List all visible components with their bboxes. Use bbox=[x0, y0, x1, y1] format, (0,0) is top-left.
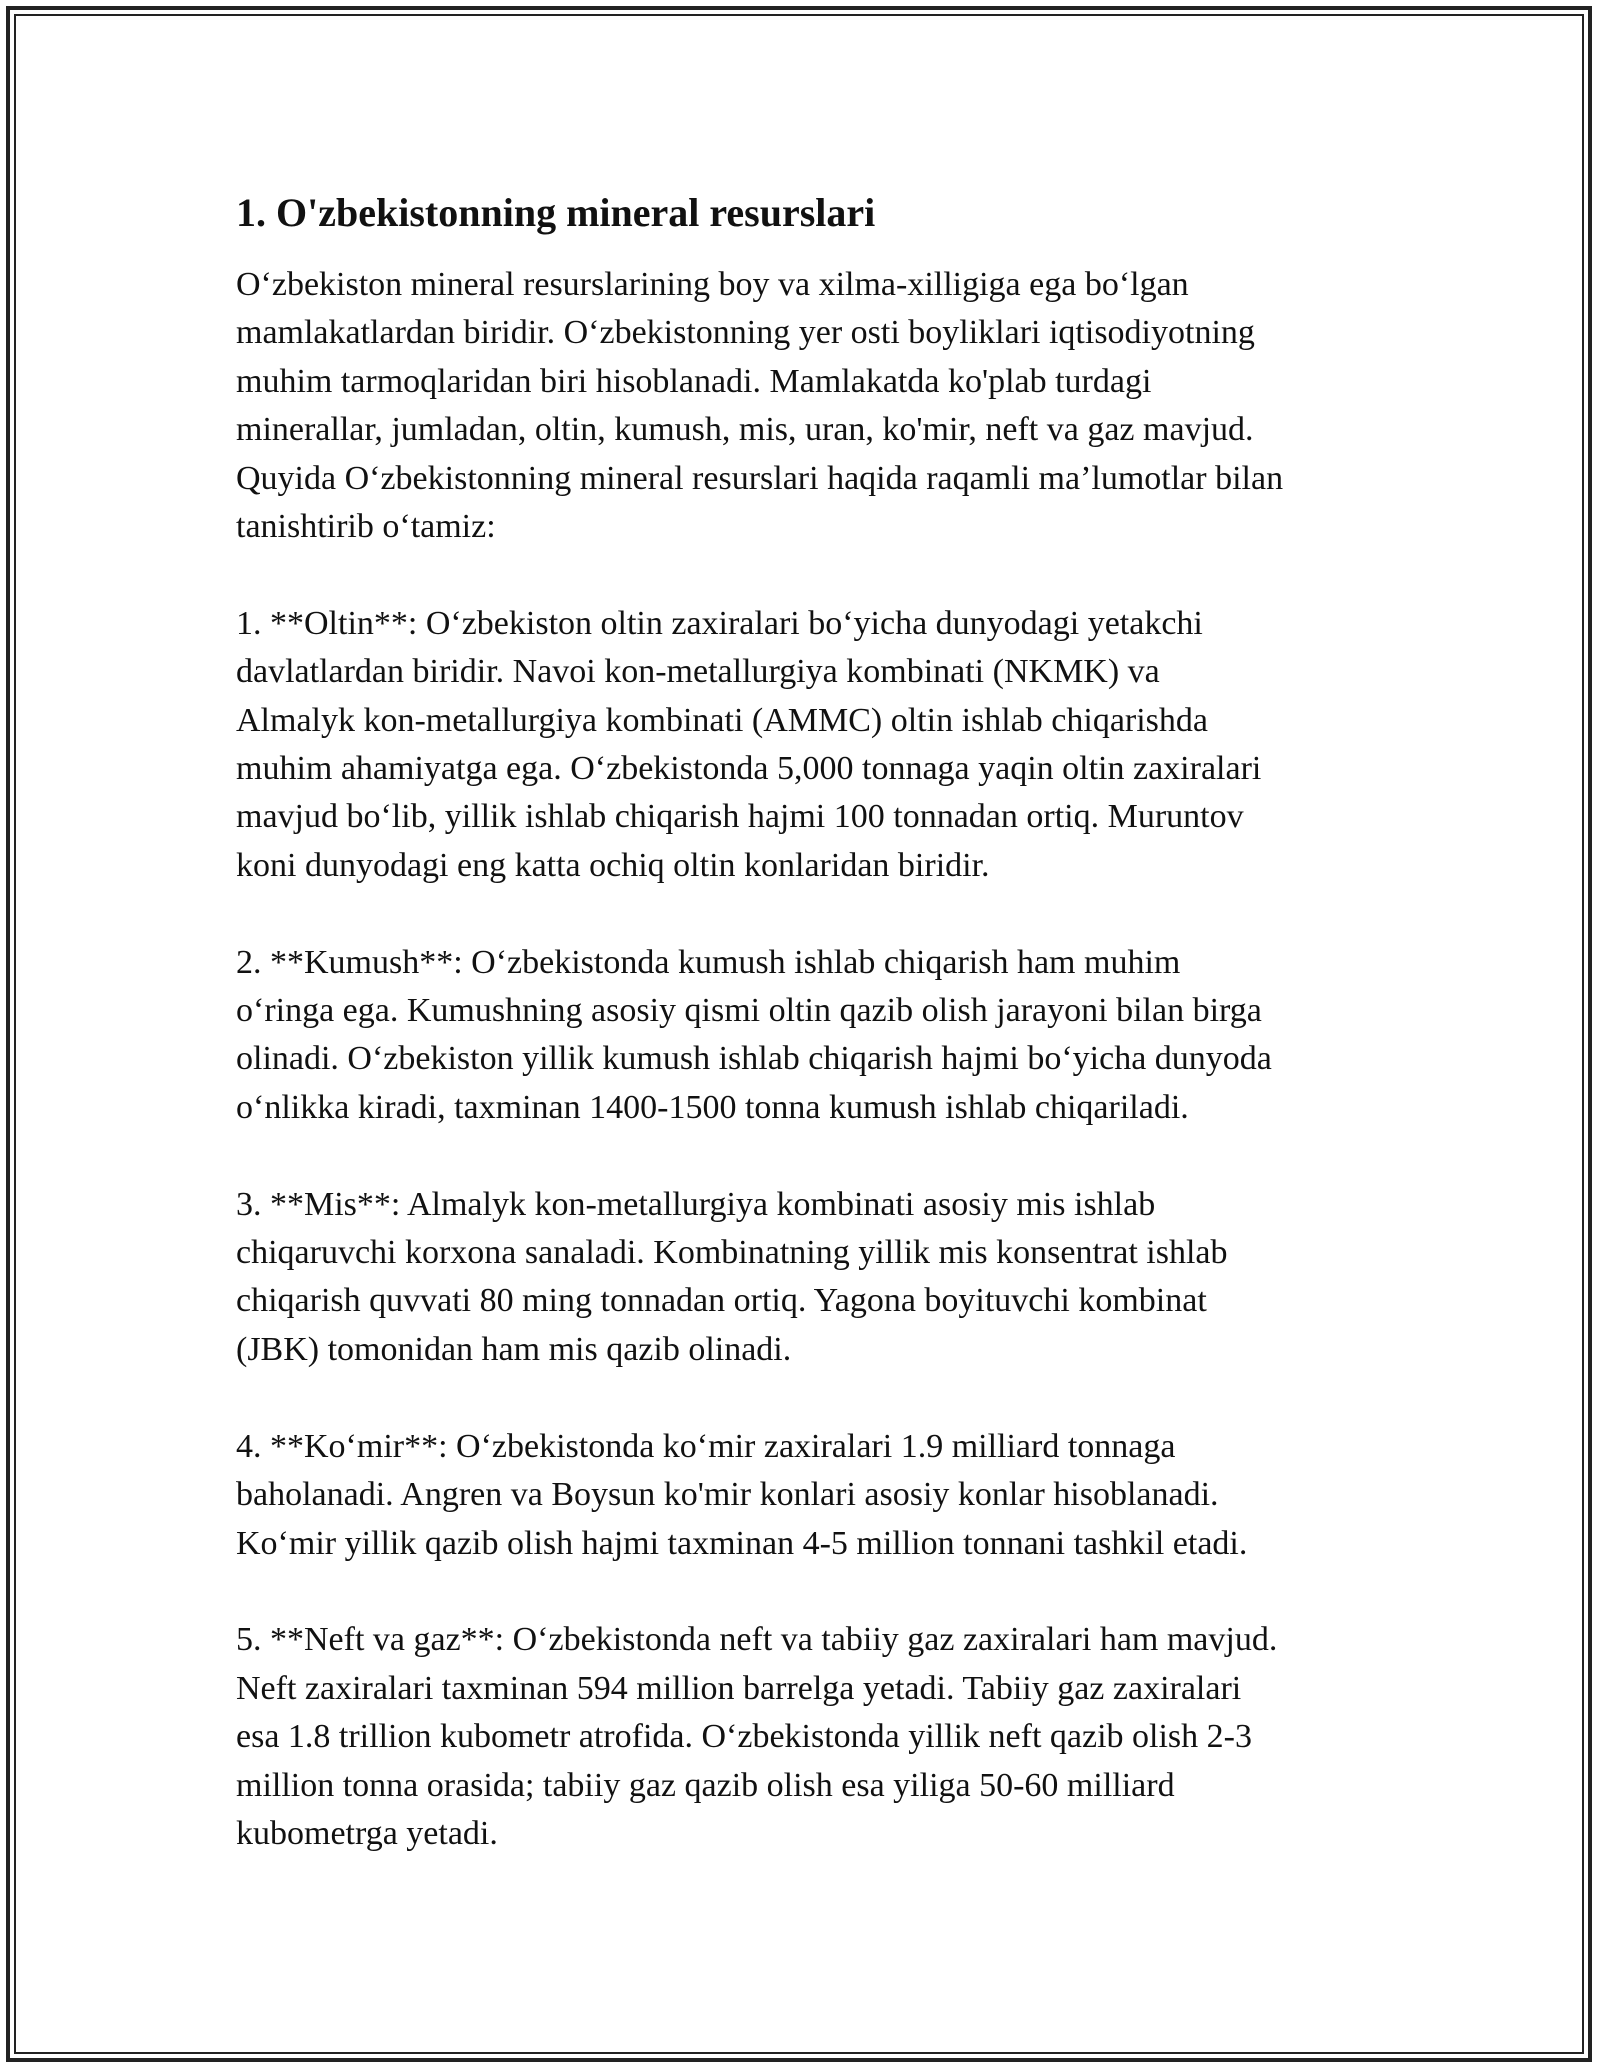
paragraph-line: chiqarish quvvati 80 ming tonnadan ortiq. Yagona boyituvchi kombinat bbox=[236, 1282, 1207, 1320]
paragraph-line: o‘ringa ega. Kumushning asosiy qismi oltin qazib olish jarayoni bilan birga bbox=[236, 992, 1262, 1030]
paragraph-line: mavjud bo‘lib, yillik ishlab chiqarish hajmi 100 tonnadan ortiq. Muruntov bbox=[236, 798, 1244, 836]
paragraph-line: Quyida O‘zbekistonning mineral resurslari haqida raqamli ma’lumotlar bilan bbox=[236, 459, 1284, 497]
paragraph-line: esa 1.8 trillion kubometr atrofida. O‘zbekistonda yillik neft qazib olish 2-3 bbox=[236, 1718, 1252, 1756]
paragraph-line: koni dunyodagi eng katta ochiq oltin konlaridan biridir. bbox=[236, 846, 990, 884]
silver-paragraph bbox=[236, 939, 1376, 1133]
document-body bbox=[236, 185, 1376, 1858]
paragraph-line: 3. **Mis**: Almalyk kon-metallurgiya kombinati asosiy mis ishlab bbox=[236, 1185, 1156, 1223]
paragraph-line: tanishtirib o‘tamiz: bbox=[236, 508, 496, 546]
paragraph-line: Neft zaxiralari taxminan 594 million barrelga yetadi. Tabiiy gaz zaxiralari bbox=[236, 1669, 1242, 1707]
coal-paragraph bbox=[236, 1423, 1376, 1568]
paragraph-line: mamlakatlardan biridir. O‘zbekistonning yer osti boyliklari iqtisodiyotning bbox=[236, 314, 1255, 352]
paragraph-line: muhim tarmoqlaridan biri hisoblanadi. Mamlakatda ko'plab turdagi bbox=[236, 362, 1152, 400]
paragraph-line: O‘zbekiston mineral resurslarining boy va xilma-xilligiga ega bo‘lgan bbox=[236, 266, 1189, 303]
oil-gas-paragraph bbox=[236, 1616, 1376, 1858]
paragraph-line: Ko‘mir yillik qazib olish hajmi taxminan 4-5 million tonnani tashkil etadi. bbox=[236, 1524, 1248, 1562]
paragraph-line: 1. **Oltin**: O‘zbekiston oltin zaxiralari bo‘yicha dunyodagi yetakchi bbox=[236, 604, 1203, 642]
paragraph-line: kubometrga yetadi. bbox=[236, 1814, 498, 1852]
paragraph-line: minerallar, jumladan, oltin, kumush, mis, uran, ko'mir, neft va gaz mavjud. bbox=[236, 411, 1254, 449]
paragraph-line: baholanadi. Angren va Boysun ko'mir konlari asosiy konlar hisoblanadi. bbox=[236, 1476, 1219, 1514]
copper-paragraph bbox=[236, 1181, 1376, 1375]
paragraph-line: million tonna orasida; tabiiy gaz qazib olish esa yiliga 50-60 milliard bbox=[236, 1766, 1175, 1804]
paragraph-line: 2. **Kumush**: O‘zbekistonda kumush ishlab chiqarish ham muhim bbox=[236, 943, 1181, 981]
intro-paragraph bbox=[236, 261, 1376, 551]
document-title: 1. O'zbekistonning mineral resurslari bbox=[236, 190, 876, 235]
paragraph-line: olinadi. O‘zbekiston yillik kumush ishlab chiqarish hajmi bo‘yicha dunyoda bbox=[236, 1040, 1272, 1078]
paragraph-line: muhim ahamiyatga ega. O‘zbekistonda 5,000 tonnaga yaqin oltin zaxiralari bbox=[236, 750, 1262, 788]
paragraph-line: davlatlardan biridir. Navoi kon-metallurgiya kombinati (NKMK) va bbox=[236, 653, 1160, 691]
paragraph-line: 4. **Ko‘mir**: O‘zbekistonda ko‘mir zaxiralari 1.9 milliard tonnaga bbox=[236, 1427, 1176, 1465]
paragraph-line: (JBK) tomonidan ham mis qazib olinadi. bbox=[236, 1330, 792, 1368]
paragraph-line: Almalyk kon-metallurgiya kombinati (AMMC) oltin ishlab chiqarishda bbox=[236, 701, 1209, 739]
paragraph-line: 5. **Neft va gaz**: O‘zbekistonda neft va tabiiy gaz zaxiralari ham mavjud. bbox=[236, 1621, 1278, 1659]
gold-paragraph bbox=[236, 600, 1376, 890]
paragraph-line: o‘nlikka kiradi, taxminan 1400-1500 tonna kumush ishlab chiqariladi. bbox=[236, 1088, 1189, 1126]
paragraph-line: chiqaruvchi korxona sanaladi. Kombinatning yillik mis konsentrat ishlab bbox=[236, 1234, 1228, 1272]
